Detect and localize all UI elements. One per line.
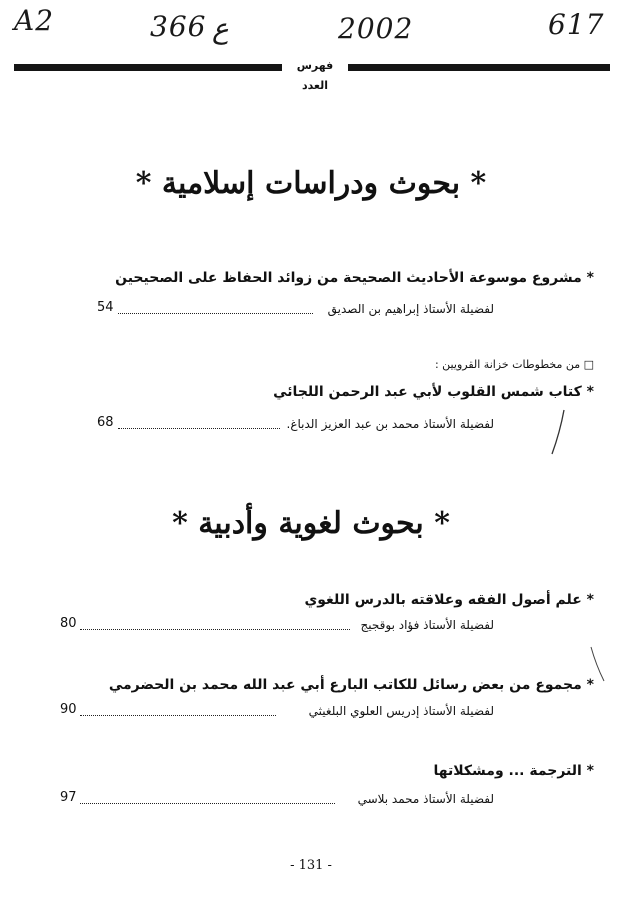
entry-title-3: * علم أصول الفقه وعلاقته بالدرس اللغوي	[304, 592, 594, 608]
entry-page-5: 97	[60, 790, 77, 805]
page-number: - 131 -	[290, 858, 332, 873]
header-rule-left	[14, 64, 282, 71]
entry-title-2: * كتاب شمس القلوب لأبي عبد الرحمن اللجائي	[273, 384, 594, 400]
handwritten-page-id: 617	[548, 8, 605, 41]
handwritten-number: 366	[150, 10, 207, 43]
toc-entry-title	[28, 592, 594, 608]
entry-title-4: * مجموع من بعض رسائل للكاتب البارع أبي عبد الله محمد بن الحضرمي	[108, 677, 594, 693]
manuscripts-subheading: □ من مخطوطات خزانة القرويين :	[434, 358, 594, 371]
toc-entry-title	[28, 270, 594, 286]
header-bar	[14, 59, 610, 92]
entry-page-3: 80	[60, 616, 77, 631]
entry-page-1: 54	[97, 300, 114, 315]
leader-dots	[80, 629, 350, 630]
handwritten-year: 2002	[338, 12, 414, 45]
entry-page-2: 68	[97, 415, 114, 430]
leader-dots	[80, 803, 335, 804]
handwritten-letter: ع	[212, 12, 229, 45]
pen-stroke-mark	[548, 408, 570, 458]
entry-author-1: لفضيلة الأستاذ إبراهيم بن الصديق	[327, 302, 494, 316]
section-title-islamic-studies: * بحوث ودراسات إسلامية *	[135, 166, 487, 201]
toc-entry-title	[28, 384, 594, 400]
header-rule-right	[348, 64, 610, 71]
entry-author-4: لفضيلة الأستاذ إدريس العلوي البلغيثي	[308, 704, 494, 718]
entry-title-5: * الترجمة ... ومشكلاتها	[433, 763, 594, 779]
leader-dots	[118, 428, 280, 429]
toc-entry-title	[28, 677, 594, 693]
leader-dots	[80, 715, 276, 716]
entry-title-1: * مشروع موسوعة الأحاديث الصحيحة من زوائد الحفاظ على الصحيحين	[115, 270, 594, 286]
toc-entry-title	[28, 763, 594, 779]
handwritten-code: A2	[14, 4, 55, 37]
entry-author-3: لفضيلة الأستاذ فؤاد بوقجيج	[360, 618, 494, 632]
leader-dots	[118, 313, 313, 314]
entry-author-2: لفضيلة الأستاذ محمد بن عبد العزيز الدباغ.	[286, 417, 494, 431]
entry-author-5: لفضيلة الأستاذ محمد بلاسي	[357, 792, 494, 806]
entry-page-4: 90	[60, 702, 77, 717]
header-label: فهرس العدد	[286, 56, 344, 76]
section-title-linguistic-literary: * بحوث لغوية وأدبية *	[172, 506, 450, 541]
